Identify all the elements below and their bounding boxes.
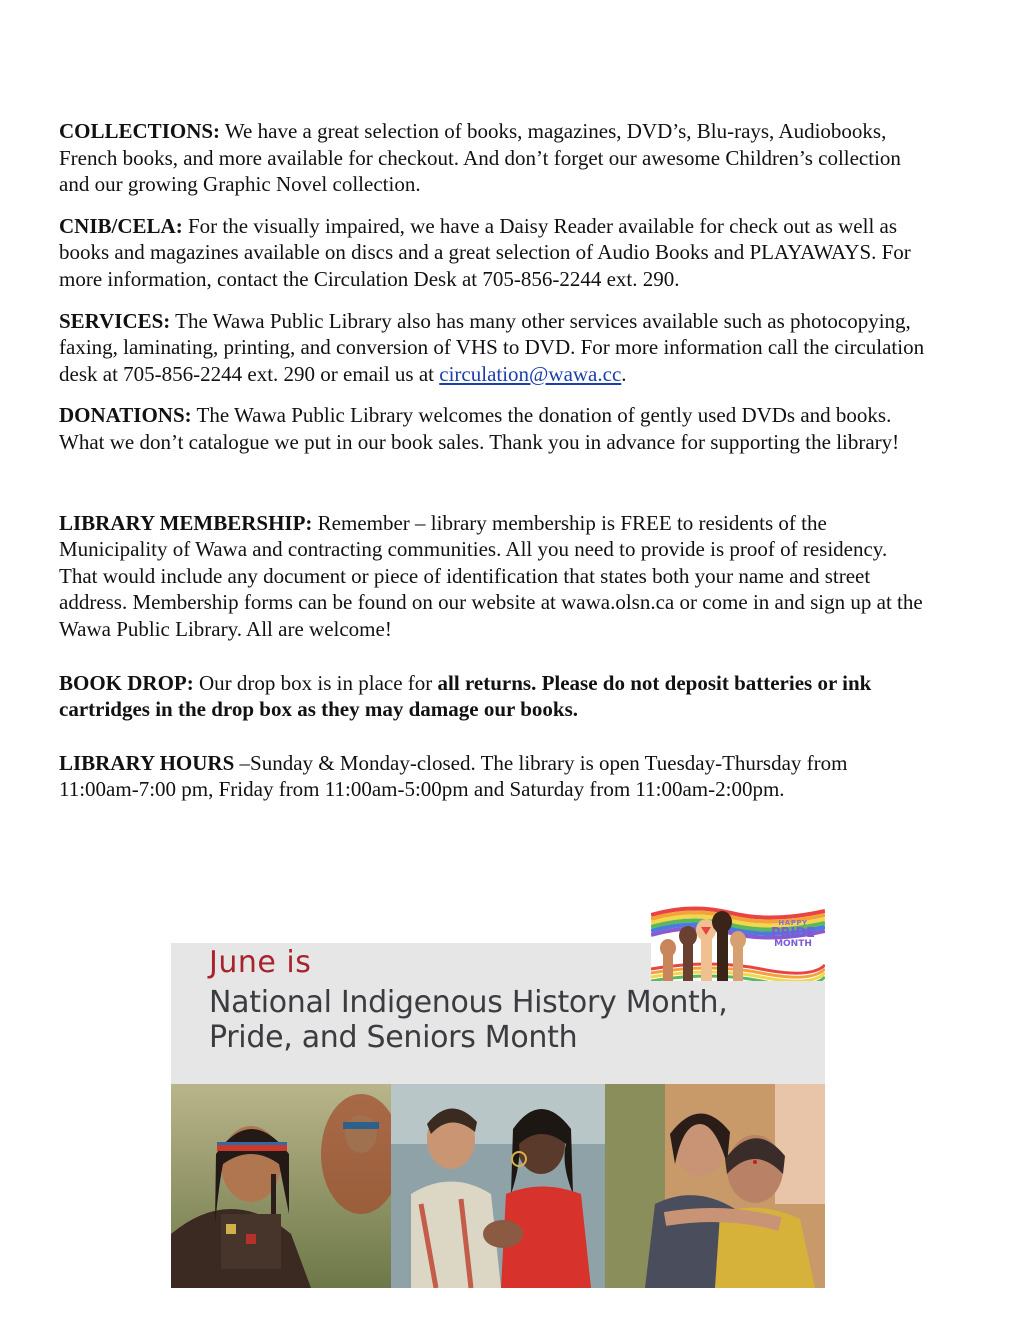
- services-paragraph: [59, 308, 929, 388]
- cnib-paragraph: [59, 213, 929, 293]
- book-drop-text: Our drop box is in place for: [193, 670, 438, 695]
- services-end: .: [621, 361, 627, 386]
- pride-month-badge: [651, 903, 825, 981]
- membership-text: Remember – library membership is FREE to residents of the Municipality of Wawa and contracting communities. All you need to provide is proof of residency. That would include any document or piece of identification that states both your name and street address. Membership forms can be found on our website at wawa.olsn.ca or come in and sign up at the Wawa Public Library. All are welcome!: [59, 510, 923, 641]
- membership-paragraph: [59, 510, 929, 643]
- collections-heading: COLLECTIONS:: [59, 119, 221, 143]
- pride-couple-photo: [391, 1084, 605, 1288]
- donations-text: The Wawa Public Library welcomes the donation of gently used DVDs and books. What we don’t catalogue we put in our book sales. Thank you in advance for supporting the library!: [59, 403, 900, 454]
- book-drop-paragraph: [59, 670, 929, 723]
- banner-line-1: National Indigenous History Month,: [209, 985, 728, 1020]
- collections-paragraph: [59, 118, 929, 198]
- indigenous-dancer-photo: [171, 1084, 391, 1288]
- document-body: [59, 118, 929, 803]
- hours-heading: LIBRARY HOURS: [59, 750, 235, 775]
- donations-heading: DONATIONS:: [59, 403, 192, 428]
- pride-badge-happy: HAPPY: [778, 919, 808, 927]
- services-text: The Wawa Public Library also has many other services available such as photocopying, faxing, laminating, printing, and conversion of VHS to DVD. For more information call the circulation desk at 705-856-2244 ext. 290 or email us at: [59, 308, 925, 386]
- hours-paragraph: [59, 750, 929, 803]
- book-drop-heading: BOOK DROP:: [59, 670, 194, 695]
- pride-badge-text: [771, 920, 815, 949]
- banner-line-2: Pride, and Seniors Month: [209, 1020, 578, 1055]
- book-drop-returns: all returns: [437, 670, 532, 695]
- membership-heading: LIBRARY MEMBERSHIP:: [59, 510, 313, 535]
- cnib-text: For the visually impaired, we have a Daisy Reader available for check out as well as books and magazines available on discs and a great selection of Audio Books and PLAYAWAYS. For more information, contact the Circulation Desk at 705-856-2244 ext. 290.: [59, 213, 911, 291]
- banner-june-heading: June is: [209, 945, 312, 980]
- donations-paragraph: [59, 402, 929, 455]
- seniors-hug-photo: [605, 1084, 825, 1288]
- collections-text: We have a great selection of books, magazines, DVD’s, Blu-rays, Audiobooks, French books, and more available for checkout. And don’t forget our awesome Children’s collection and our growing Graphic Novel collection.: [59, 119, 901, 197]
- banner-photo-strip: [171, 1084, 825, 1288]
- hours-text: –Sunday & Monday-closed. The library is open Tuesday-Thursday from 11:00am-7:00 pm, Friday from 11:00am-5:00pm and Saturday from 11:00am-2:00pm.: [59, 750, 848, 802]
- pride-badge-month: MONTH: [774, 939, 812, 949]
- book-drop-warning: . Please do not deposit batteries or ink cartridges in the drop box as they may damage our books.: [59, 670, 872, 722]
- pride-badge-pride: PRIDE: [770, 926, 815, 941]
- june-awareness-banner: [171, 943, 825, 1288]
- services-heading: SERVICES:: [59, 308, 171, 333]
- circulation-email-link[interactable]: circulation@wawa.cc: [439, 361, 622, 386]
- cnib-heading: CNIB/CELA:: [59, 213, 183, 238]
